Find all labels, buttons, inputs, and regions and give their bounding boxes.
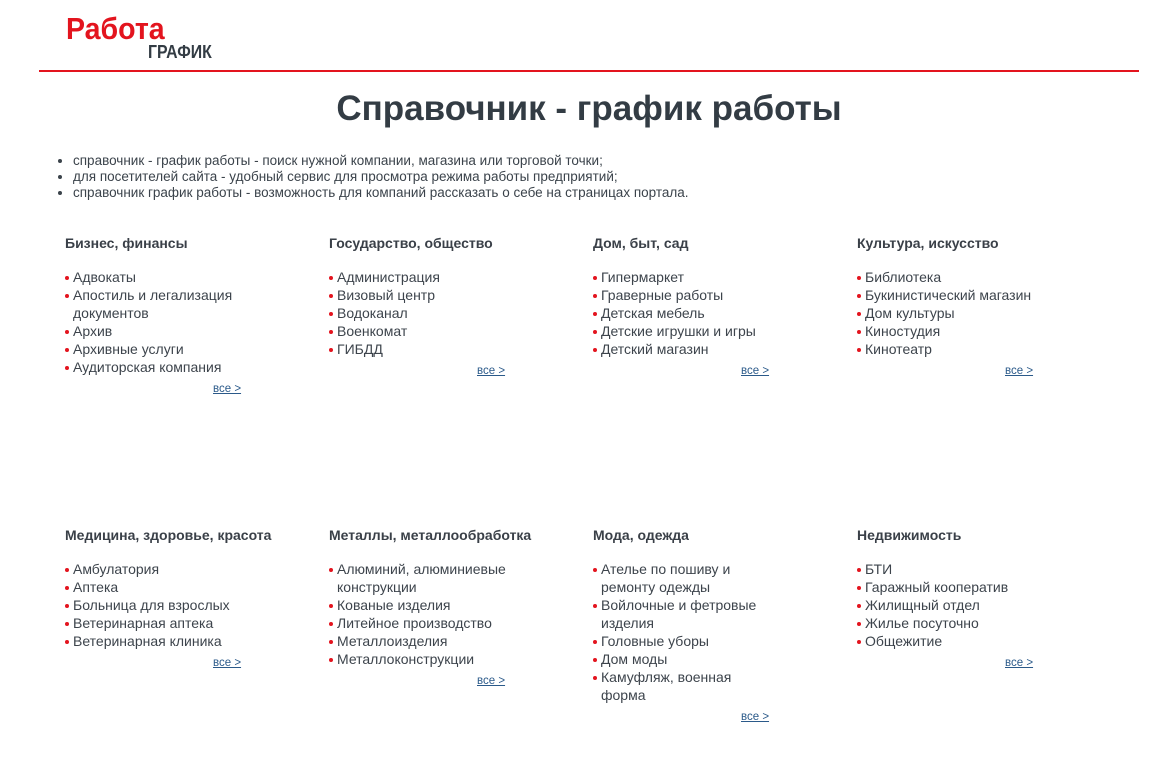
category-list (329, 560, 579, 668)
list-item[interactable] (857, 614, 1035, 632)
category-title: Дом, быт, сад (593, 235, 689, 251)
category-link[interactable]: Дом моды (601, 651, 668, 667)
list-item[interactable] (857, 596, 1035, 614)
category-link[interactable]: Металлоконструкции (337, 651, 475, 667)
intro-item: • для посетителей сайта - удобный сервис для просмотра режима работы предприятий; (73, 169, 689, 185)
list-item[interactable] (857, 560, 1035, 578)
list-item[interactable] (65, 358, 243, 376)
category-list (65, 268, 315, 376)
list-item[interactable] (329, 340, 507, 358)
category-link[interactable]: Водоканал (337, 305, 408, 321)
category-link[interactable]: Дом культуры (865, 305, 955, 321)
category-fashion-clothing (593, 526, 843, 724)
intro-item: • справочник график работы - возможность для компаний рассказать о себе на страницах портала. (73, 185, 689, 201)
category-link[interactable]: Визовый центр (337, 287, 435, 303)
logo-sub-text: ГРАФИК (148, 42, 212, 62)
site-logo[interactable] (66, 12, 236, 64)
category-list (857, 268, 1107, 358)
category-home-garden (593, 234, 843, 378)
list-item[interactable] (593, 560, 771, 596)
category-link[interactable]: Общежитие (865, 633, 943, 649)
list-item[interactable] (857, 304, 1035, 322)
list-item[interactable] (329, 322, 507, 340)
see-all-link[interactable]: все > (741, 365, 770, 377)
list-item[interactable] (329, 614, 507, 632)
see-all-link[interactable]: все > (477, 675, 506, 687)
list-item[interactable] (593, 668, 771, 704)
see-all-link[interactable]: все > (213, 657, 242, 669)
see-all-link[interactable]: все > (213, 383, 242, 395)
list-item[interactable] (593, 286, 771, 304)
see-all-link[interactable]: все > (741, 711, 770, 723)
category-title: Бизнес, финансы (65, 235, 188, 251)
category-link[interactable]: Алюминий, алюминиевые конструкции (337, 561, 506, 595)
category-link[interactable]: ГИБДД (337, 341, 383, 357)
list-item[interactable] (65, 614, 243, 632)
category-state-society (329, 234, 579, 378)
category-list (857, 560, 1107, 650)
category-link[interactable]: Амбулатория (73, 561, 160, 577)
category-link[interactable]: Металлоизделия (337, 633, 448, 649)
list-item[interactable] (593, 596, 771, 632)
list-item[interactable] (593, 632, 771, 650)
category-link[interactable]: Литейное производство (337, 615, 492, 631)
category-link[interactable]: Гаражный кооператив (865, 579, 1009, 595)
category-medicine-health (65, 526, 315, 670)
list-item[interactable] (857, 286, 1035, 304)
list-item[interactable] (857, 268, 1035, 286)
category-link[interactable]: Кинотеатр (865, 341, 932, 357)
category-link[interactable]: Администрация (337, 269, 440, 285)
category-title: Мода, одежда (593, 527, 689, 543)
list-item[interactable] (329, 650, 507, 668)
category-link[interactable]: Кованые изделия (337, 597, 451, 613)
category-link[interactable]: Военкомат (337, 323, 408, 339)
category-link[interactable]: Адвокаты (73, 269, 136, 285)
list-item[interactable] (329, 268, 507, 286)
list-item[interactable] (593, 340, 771, 358)
see-all-link[interactable]: все > (477, 365, 506, 377)
list-item[interactable] (857, 578, 1035, 596)
see-all-link[interactable]: все > (1005, 365, 1034, 377)
category-list (65, 560, 315, 650)
list-item[interactable] (65, 322, 243, 340)
category-link[interactable]: Камуфляж, военная форма (601, 669, 732, 703)
category-title: Культура, искусство (857, 235, 999, 251)
list-item[interactable] (329, 596, 507, 614)
intro-list (55, 153, 689, 201)
category-business-finance (65, 234, 315, 396)
category-link[interactable]: БТИ (865, 561, 893, 577)
category-link[interactable]: Букинистический магазин (865, 287, 1032, 303)
category-link[interactable]: Головные уборы (601, 633, 709, 649)
category-list (593, 268, 843, 358)
category-link[interactable]: Ветеринарная клиника (73, 633, 222, 649)
category-link[interactable]: Библиотека (865, 269, 942, 285)
category-link[interactable]: Жилищный отдел (865, 597, 980, 613)
list-item[interactable] (593, 322, 771, 340)
list-item[interactable] (593, 304, 771, 322)
list-item[interactable] (65, 268, 243, 286)
category-link[interactable]: Архив (73, 323, 113, 339)
category-link[interactable]: Детский магазин (601, 341, 709, 357)
page-title: Справочник - график работы (336, 89, 842, 128)
category-link[interactable]: Апостиль и легализация документов (73, 287, 233, 321)
header-divider (39, 70, 1139, 72)
category-link[interactable]: Больница для взрослых (73, 597, 230, 613)
list-item[interactable] (65, 560, 243, 578)
category-title: Недвижимость (857, 527, 962, 543)
category-list (329, 268, 579, 358)
list-item[interactable] (65, 286, 243, 322)
category-link[interactable]: Граверные работы (601, 287, 724, 303)
list-item[interactable] (329, 304, 507, 322)
list-item[interactable] (329, 286, 507, 304)
list-item[interactable] (65, 632, 243, 650)
category-link[interactable]: Ветеринарная аптека (73, 615, 214, 631)
category-link[interactable]: Жилье посуточно (865, 615, 979, 631)
category-link[interactable]: Аптека (73, 579, 119, 595)
category-link[interactable]: Аудиторская компания (73, 359, 222, 375)
list-item[interactable] (593, 650, 771, 668)
category-title: Государство, общество (329, 235, 493, 251)
category-metals (329, 526, 579, 688)
list-item[interactable] (857, 322, 1035, 340)
see-all-link[interactable]: все > (1005, 657, 1034, 669)
category-link[interactable]: Войлочные и фетровые изделия (601, 597, 757, 631)
category-real-estate (857, 526, 1107, 670)
list-item[interactable] (329, 560, 507, 596)
list-item[interactable] (329, 632, 507, 650)
category-link[interactable]: Ателье по пошиву и ремонту одежды (601, 561, 731, 595)
category-link[interactable]: Архивные услуги (73, 341, 184, 357)
category-link[interactable]: Гипермаркет (601, 269, 684, 285)
list-item[interactable] (65, 578, 243, 596)
list-item[interactable] (857, 340, 1035, 358)
list-item[interactable] (65, 340, 243, 358)
category-list (593, 560, 843, 704)
list-item[interactable] (65, 596, 243, 614)
category-link[interactable]: Киностудия (865, 323, 941, 339)
category-link[interactable]: Детские игрушки и игры (601, 323, 756, 339)
list-item[interactable] (593, 268, 771, 286)
category-title: Металлы, металлообработка (329, 527, 532, 543)
list-item[interactable] (857, 632, 1035, 650)
intro-item: • справочник - график работы - поиск нужной компании, магазина или торговой точки; (73, 153, 689, 169)
category-link[interactable]: Детская мебель (601, 305, 705, 321)
category-culture-art (857, 234, 1107, 378)
logo-main-text: Работа (66, 11, 165, 46)
category-title: Медицина, здоровье, красота (65, 527, 272, 543)
